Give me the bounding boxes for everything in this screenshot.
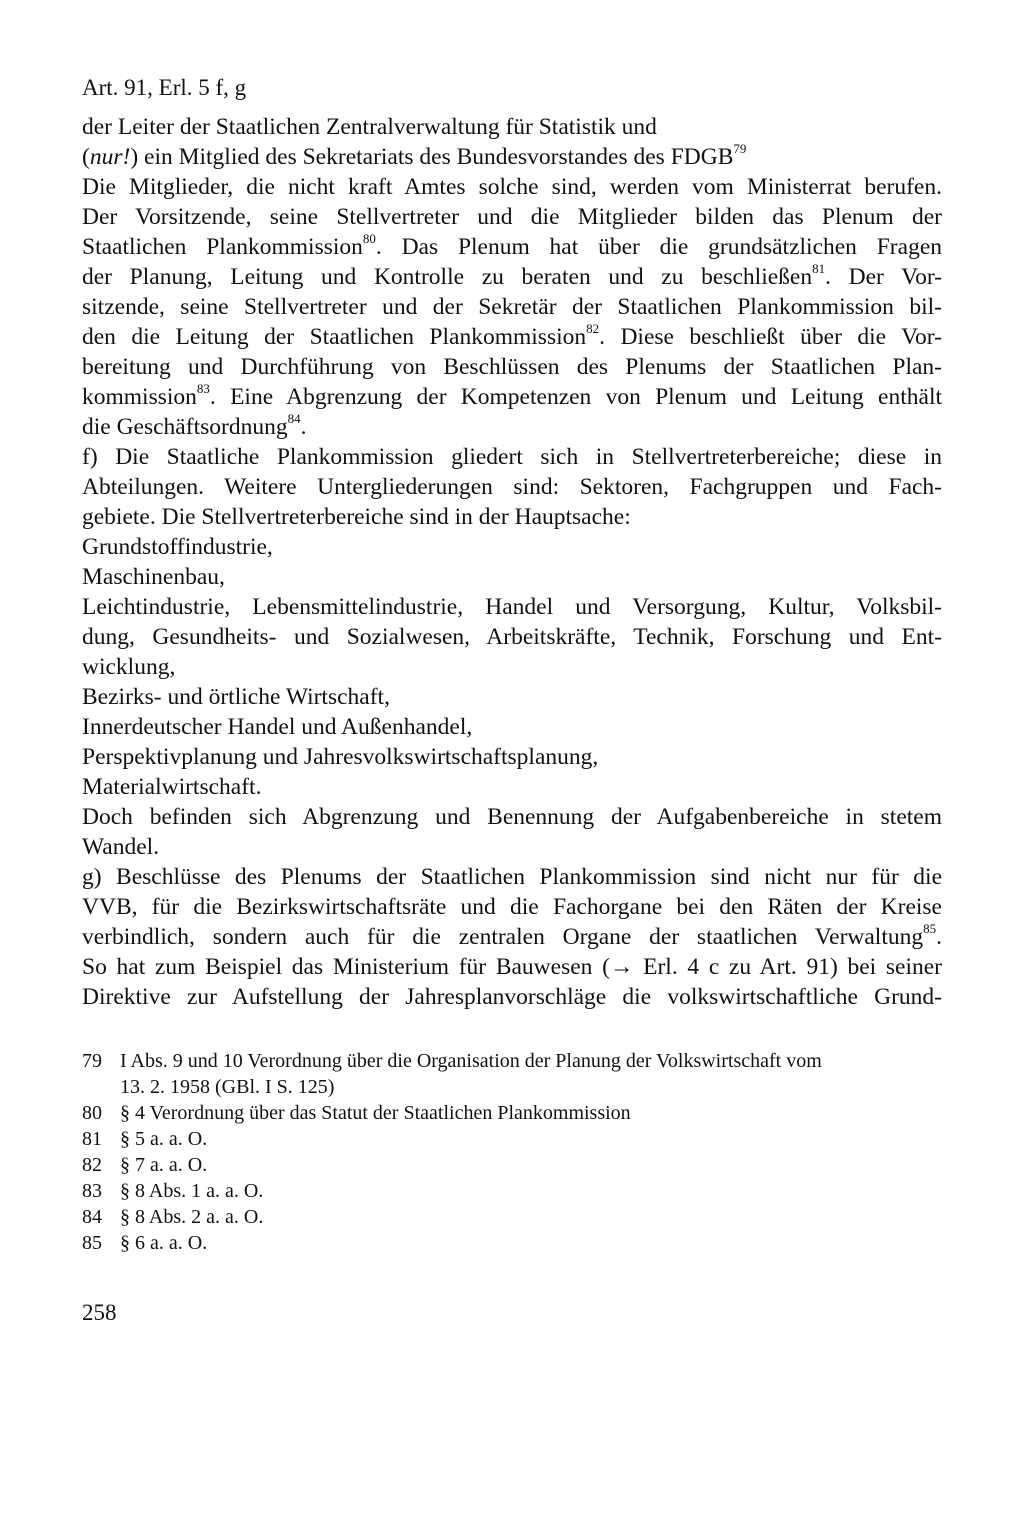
body-line: gebiete. Die Stellvertreterbereiche sind in der Hauptsache: — [82, 504, 631, 530]
footnote-ref[interactable]: 80 — [362, 231, 376, 247]
body-line: dung, Gesundheits- und Sozialwesen, Arbeitskräfte, Technik, Forschung und Ent- — [82, 624, 942, 650]
footnote-number: 80 — [82, 1102, 102, 1124]
footnote — [82, 1126, 942, 1152]
footnote-text: I Abs. 9 und 10 Verordnung über die Organisation der Planung der Volkswirtschaft vom — [120, 1050, 822, 1072]
page — [82, 72, 942, 1256]
footnote-ref[interactable]: 79 — [733, 141, 747, 157]
footnote-text: § 6 a. a. O. — [120, 1232, 208, 1254]
footnote — [82, 1152, 942, 1178]
body-line: Materialwirtschaft. — [82, 774, 262, 800]
page-number: 258 — [82, 1300, 117, 1325]
footnote-text: § 7 a. a. O. — [120, 1154, 208, 1176]
footnote — [82, 1204, 942, 1230]
body-line: Grundstoffindustrie, — [82, 534, 273, 560]
footnote-number: 82 — [82, 1154, 102, 1176]
footnote-ref[interactable]: 84 — [287, 411, 301, 427]
body-line: f) Die Staatliche Plankommission gliedert sich in Stellvertreterbereiche; diese in — [82, 444, 942, 470]
body-line: So hat zum Beispiel das Ministerium für Bauwesen (→ Erl. 4 c zu Art. 91) bei seiner — [82, 954, 942, 980]
body-line: Direktive zur Aufstellung der Jahresplanvorschläge die volkswirtschaftliche Grund- — [82, 984, 942, 1010]
footnote — [82, 1178, 942, 1204]
body-line: bereitung und Durchführung von Beschlüssen des Plenums der Staatlichen Plan- — [82, 354, 942, 380]
footnote-ref[interactable]: 81 — [812, 261, 826, 277]
footnote — [82, 1048, 942, 1100]
body-line: sitzende, seine Stellvertreter und der Sekretär der Staatlichen Plankommission bil- — [82, 294, 942, 320]
body-line: Abteilungen. Weitere Untergliederungen sind: Sektoren, Fachgruppen und Fach- — [82, 474, 942, 500]
footnote-text: § 4 Verordnung über das Statut der Staatlichen Plankommission — [120, 1102, 631, 1124]
footnote-number: 81 — [82, 1128, 102, 1150]
footnote-number: 84 — [82, 1206, 102, 1228]
footnote-text-cont: 13. 2. 1958 (GBl. I S. 125) — [120, 1076, 335, 1098]
body-line: (nur!) ein Mitglied des Sekretariats des Bundesvorstandes des FDGB$^{79}$ — [82, 141, 747, 170]
body-line: der Leiter der Staatlichen Zentralverwaltung für Statistik und — [82, 114, 657, 140]
emphasis: nur! — [89, 144, 131, 170]
footnote-number: 85 — [82, 1232, 102, 1254]
body-line: Innerdeutscher Handel und Außenhandel, — [82, 714, 473, 740]
body-text — [82, 112, 942, 1012]
footnote-number: 79 — [82, 1050, 102, 1072]
body-line: Perspektivplanung und Jahresvolkswirtschaftsplanung, — [82, 744, 599, 770]
body-line: der Planung, Leitung und Kontrolle zu beraten und zu beschließen$^{81}$. Der Vor- — [82, 261, 942, 290]
footnote-ref[interactable]: 85 — [923, 921, 937, 937]
footnote — [82, 1100, 942, 1126]
body-line: Staatlichen Plankommission$^{80}$. Das Plenum hat über die grundsätzlichen Fragen — [82, 231, 942, 260]
body-line: kommission$^{83}$. Eine Abgrenzung der Kompetenzen von Plenum und Leitung enthält — [82, 381, 942, 410]
body-line: Doch befinden sich Abgrenzung und Benennung der Aufgabenbereiche in stetem — [82, 804, 942, 830]
body-line: den die Leitung der Staatlichen Plankommission$^{82}$. Diese beschließt über die Vor- — [82, 321, 942, 350]
body-line: Wandel. — [82, 834, 160, 860]
footnote-ref[interactable]: 82 — [586, 321, 600, 337]
running-head: Art. 91, Erl. 5 f, g — [82, 75, 247, 100]
body-line: Der Vorsitzende, seine Stellvertreter und die Mitglieder bilden das Plenum der — [82, 204, 942, 230]
footnote-number: 83 — [82, 1180, 102, 1202]
footnote-text: § 8 Abs. 1 a. a. O. — [120, 1180, 264, 1202]
footnote-ref[interactable]: 83 — [196, 381, 210, 397]
body-line: Leichtindustrie, Lebensmittelindustrie, Handel und Versorgung, Kultur, Volksbil- — [82, 594, 942, 620]
body-line: Bezirks- und örtliche Wirtschaft, — [82, 684, 390, 710]
footnote-text: § 5 a. a. O. — [120, 1128, 208, 1150]
footnote-text: § 8 Abs. 2 a. a. O. — [120, 1206, 264, 1228]
body-line: Die Mitglieder, die nicht kraft Amtes solche sind, werden vom Ministerrat berufen. — [82, 174, 942, 200]
footnote — [82, 1230, 942, 1256]
body-line: g) Beschlüsse des Plenums der Staatlichen Plankommission sind nicht nur für die — [82, 864, 942, 890]
footnotes — [82, 1048, 942, 1256]
body-line: Maschinenbau, — [82, 564, 225, 590]
body-line: verbindlich, sondern auch für die zentralen Organe der staatlichen Verwaltung$^{85}$. — [82, 921, 942, 950]
body-line: VVB, für die Bezirkswirtschaftsräte und die Fachorgane bei den Räten der Kreise — [82, 894, 942, 920]
body-line: die Geschäftsordnung$^{84}$. — [82, 411, 307, 440]
body-line: wicklung, — [82, 654, 176, 680]
